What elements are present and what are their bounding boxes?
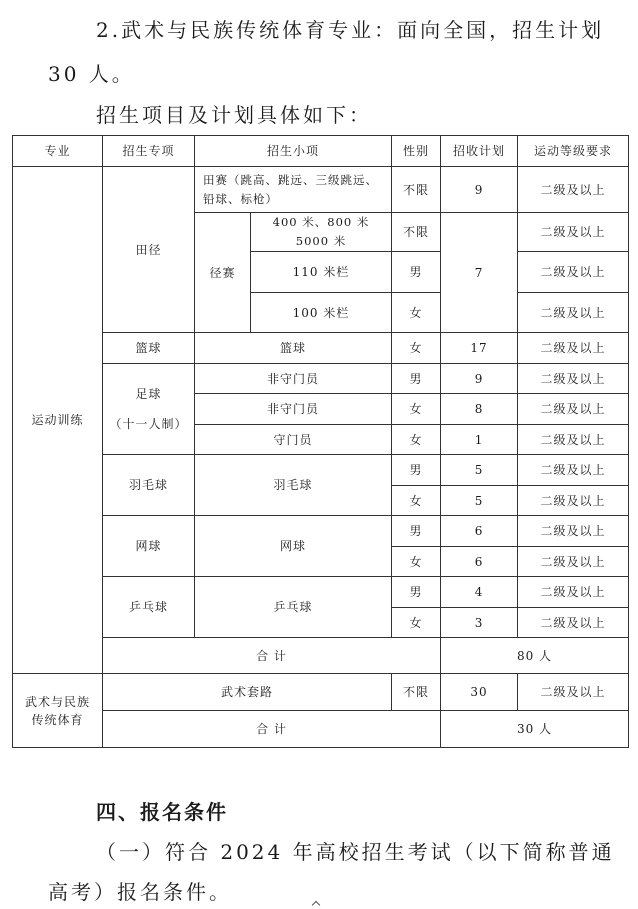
level-cell: 二级及以上 <box>518 252 629 293</box>
subtotal-label: 合 计 <box>103 711 441 748</box>
gender-cell: 不限 <box>392 213 441 252</box>
sub-item-cell: 非守门员 <box>195 394 392 425</box>
track-events-label: 径赛 <box>195 213 251 333</box>
subtotal-label: 合 计 <box>103 638 441 674</box>
enrollment-plan-table <box>12 135 629 748</box>
table-row <box>13 577 629 608</box>
subtotal-value: 30 人 <box>441 711 629 748</box>
plan-cell: 9 <box>441 167 518 213</box>
header-plan: 招收计划 <box>441 136 518 167</box>
intro-line-1: 2.武术与民族传统体育专业：面向全国，招生计划 <box>96 18 605 42</box>
level-cell: 二级及以上 <box>518 167 629 213</box>
gender-cell: 女 <box>392 547 441 577</box>
sub-item-cell: 非守门员 <box>195 364 392 394</box>
major-sports-training: 运动训练 <box>13 167 103 674</box>
plan-cell: 17 <box>441 333 518 364</box>
level-cell: 二级及以上 <box>518 486 629 516</box>
specialty-badminton: 羽毛球 <box>103 455 195 516</box>
header-level: 运动等级要求 <box>518 136 629 167</box>
level-cell: 二级及以上 <box>518 394 629 425</box>
sub-item-cell: 武术套路 <box>103 674 392 711</box>
plan-cell: 7 <box>441 213 518 333</box>
subtotal-row-wushu <box>13 711 629 748</box>
section-heading: 四、报名条件 <box>96 800 228 824</box>
sub-item-cell: 守门员 <box>195 425 392 455</box>
table-row <box>13 333 629 364</box>
subtotal-value: 80 人 <box>441 638 629 674</box>
sub-item-cell: 篮球 <box>195 333 392 364</box>
gender-cell: 女 <box>392 293 441 333</box>
table-header-row <box>13 136 629 167</box>
gender-cell: 女 <box>392 486 441 516</box>
sub-item-cell: 羽毛球 <box>195 455 392 516</box>
level-cell: 二级及以上 <box>518 213 629 252</box>
major-wushu: 武术与民族传统体育 <box>13 674 103 748</box>
gender-cell: 男 <box>392 577 441 608</box>
football-note: （十一人制） <box>109 417 188 431</box>
subtotal-row-sports <box>13 638 629 674</box>
table-row <box>13 674 629 711</box>
plan-cell: 6 <box>441 547 518 577</box>
intro-line-3: 招生项目及计划具体如下： <box>96 103 372 127</box>
gender-cell: 女 <box>392 394 441 425</box>
football-name: 足球 <box>135 387 162 401</box>
header-sub-item: 招生小项 <box>195 136 392 167</box>
gender-cell: 女 <box>392 333 441 364</box>
gender-cell: 男 <box>392 455 441 486</box>
plan-cell: 8 <box>441 394 518 425</box>
track-item: 400 米、800 米 5000 米 <box>251 213 392 252</box>
plan-cell: 30 <box>441 674 518 711</box>
plan-cell: 5 <box>441 486 518 516</box>
specialty-football <box>103 364 195 455</box>
plan-cell: 9 <box>441 364 518 394</box>
plan-cell: 1 <box>441 425 518 455</box>
table-row <box>13 167 629 213</box>
level-cell: 二级及以上 <box>518 577 629 608</box>
plan-cell: 5 <box>441 455 518 486</box>
sub-item-cell: 乒乓球 <box>195 577 392 638</box>
specialty-tennis: 网球 <box>103 516 195 577</box>
plan-cell: 4 <box>441 577 518 608</box>
header-major: 专业 <box>13 136 103 167</box>
gender-cell: 男 <box>392 516 441 547</box>
gender-cell: 男 <box>392 364 441 394</box>
header-specialty: 招生专项 <box>103 136 195 167</box>
level-cell: 二级及以上 <box>518 455 629 486</box>
gender-cell: 女 <box>392 425 441 455</box>
table-row <box>13 516 629 547</box>
level-cell: 二级及以上 <box>518 547 629 577</box>
header-gender: 性别 <box>392 136 441 167</box>
table-row <box>13 364 629 394</box>
field-events-item: 田赛（跳高、跳远、三级跳远、铅球、标枪） <box>195 167 392 213</box>
level-cell: 二级及以上 <box>518 516 629 547</box>
gender-cell: 不限 <box>392 674 441 711</box>
specialty-table-tennis: 乒乓球 <box>103 577 195 638</box>
plan-cell: 6 <box>441 516 518 547</box>
gender-cell: 不限 <box>392 167 441 213</box>
specialty-track-field: 田径 <box>103 167 195 333</box>
specialty-basketball: 篮球 <box>103 333 195 364</box>
body-line-1: （一）符合 2024 年高校招生考试（以下简称普通 <box>96 840 615 864</box>
level-cell: 二级及以上 <box>518 293 629 333</box>
level-cell: 二级及以上 <box>518 333 629 364</box>
body-line-2: 高考）报名条件。 <box>48 880 232 904</box>
gender-cell: 女 <box>392 608 441 638</box>
gender-cell: 男 <box>392 252 441 293</box>
level-cell: 二级及以上 <box>518 425 629 455</box>
sub-item-cell: 网球 <box>195 516 392 577</box>
level-cell: 二级及以上 <box>518 674 629 711</box>
level-cell: 二级及以上 <box>518 608 629 638</box>
level-cell: 二级及以上 <box>518 364 629 394</box>
table-row <box>13 455 629 486</box>
plan-cell: 3 <box>441 608 518 638</box>
intro-line-2: 30 人。 <box>48 62 135 86</box>
track-item: 100 米栏 <box>251 293 392 333</box>
track-item: 110 米栏 <box>251 252 392 293</box>
